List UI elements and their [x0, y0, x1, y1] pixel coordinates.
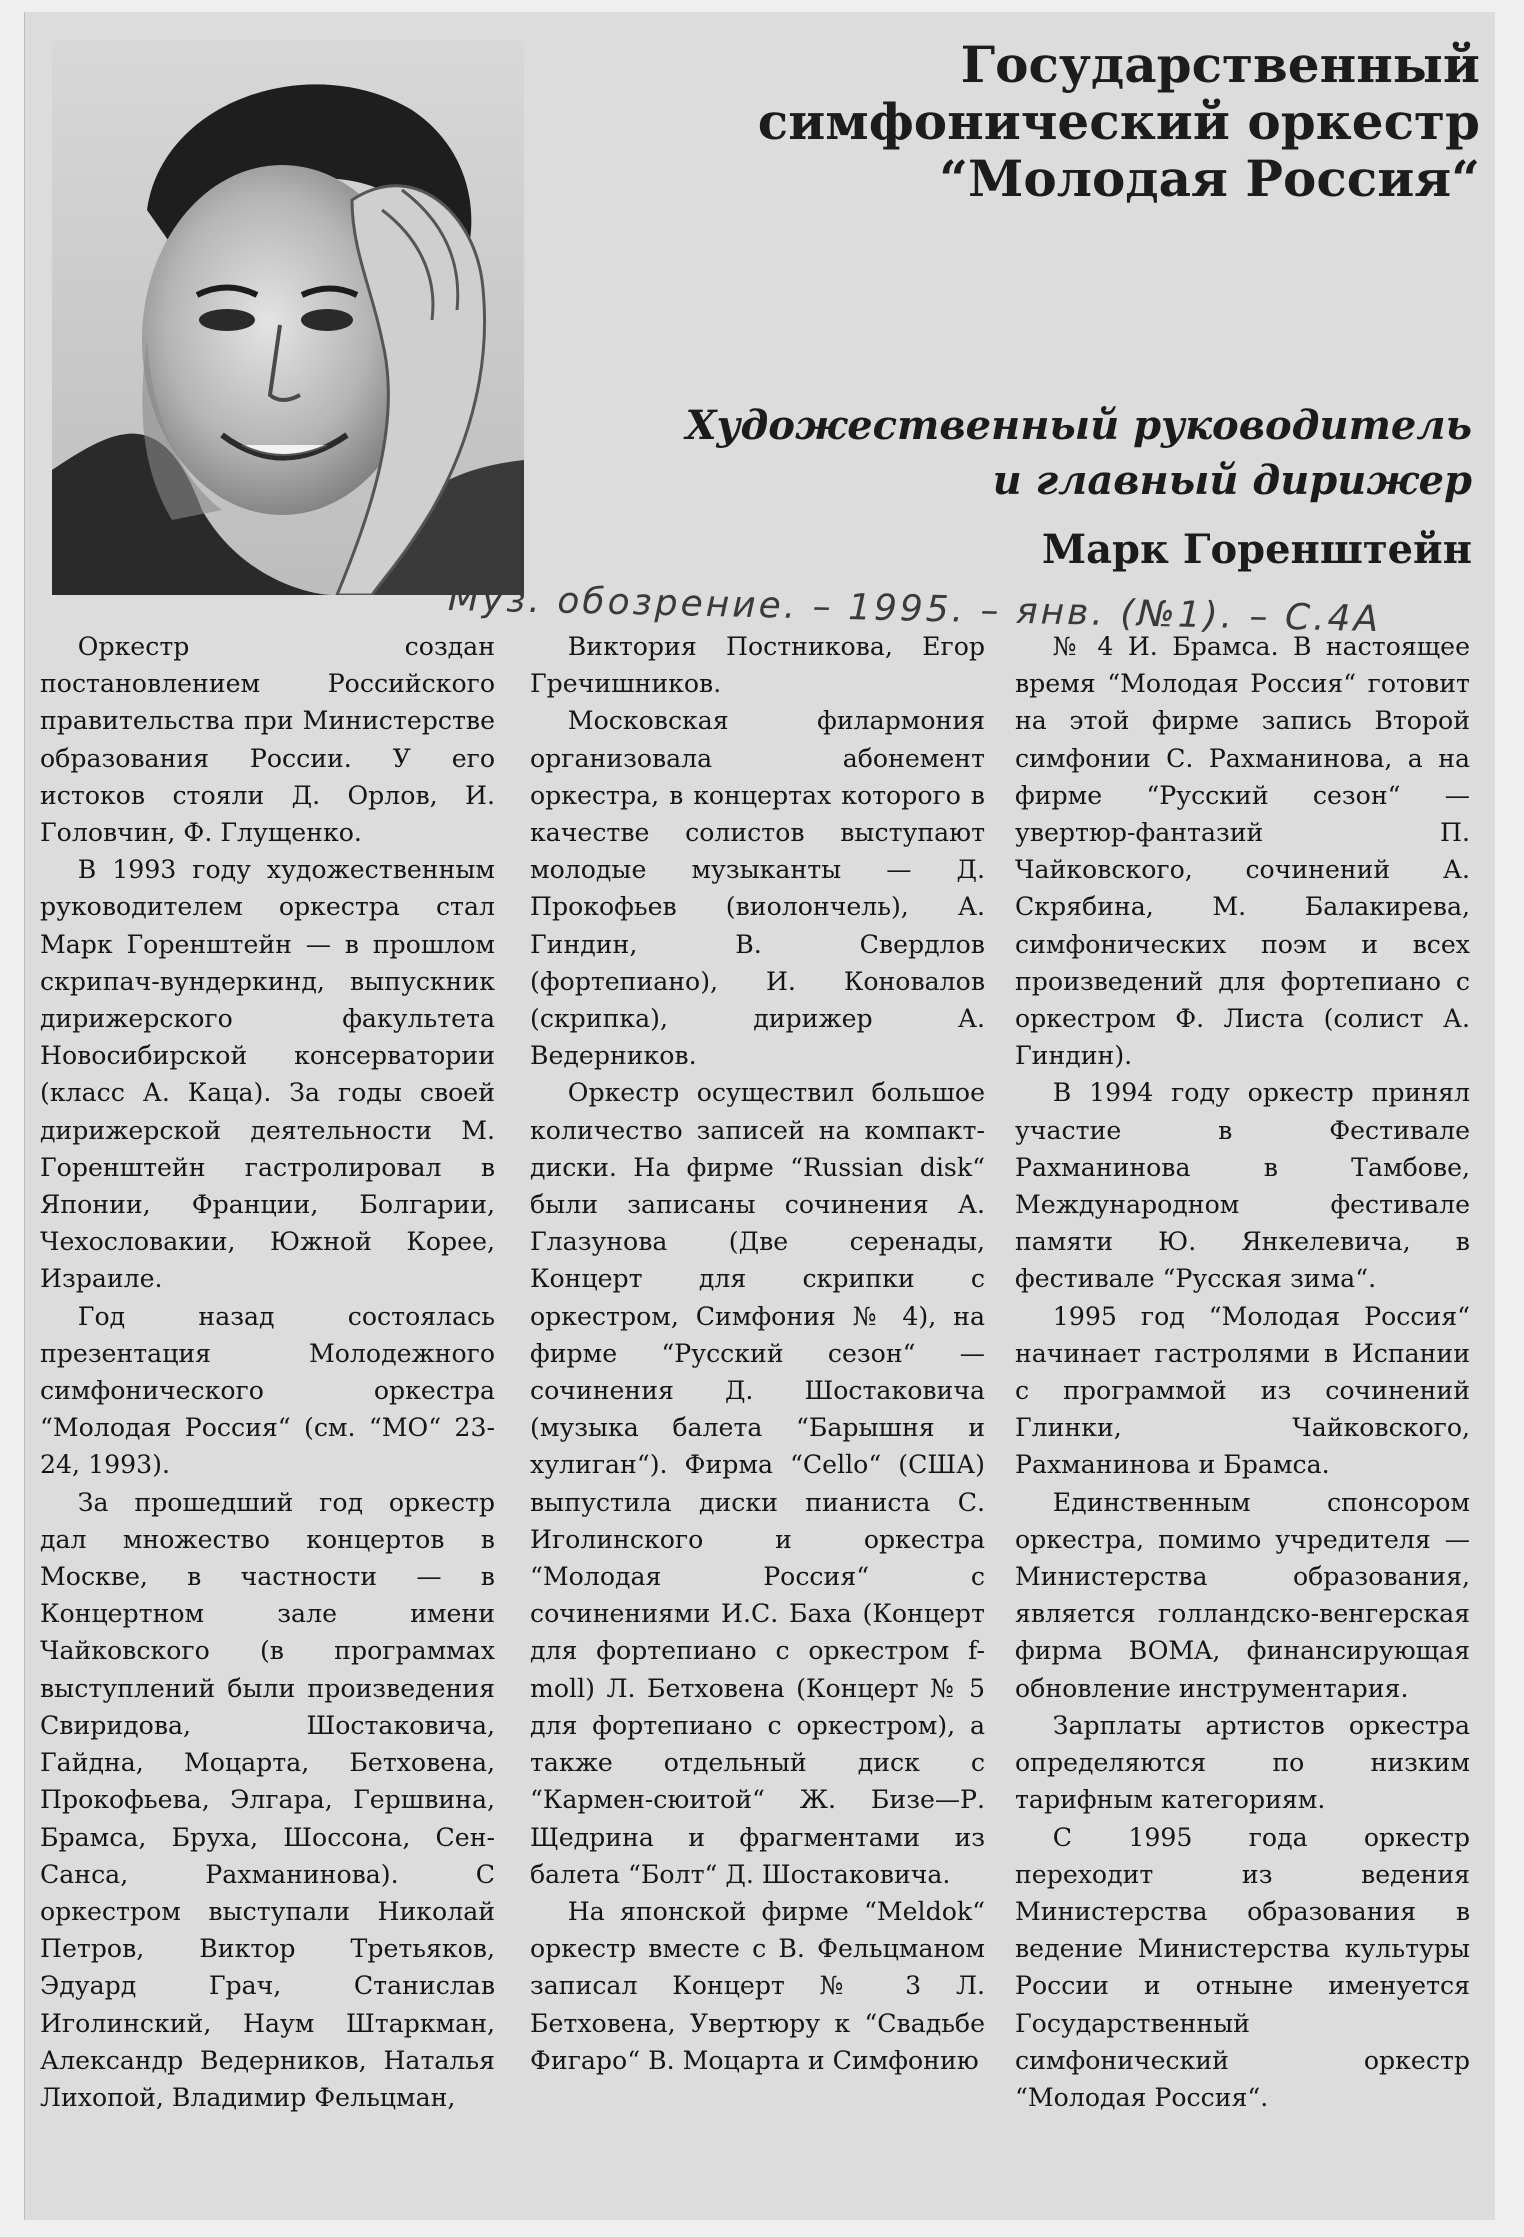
- paragraph: На японской фирме “Meldok“ оркестр вместе с В. Фельцманом записал Концерт № 3 Л. Бетховена, Увертюру к “Свадьбе Фигаро“ В. Моцарта и Симфонию: [530, 1896, 985, 2075]
- subheading-line: и главный дирижер: [992, 457, 1472, 504]
- paragraph: Оркестр создан постановлением Российского правительства при Министерстве образования России. У его истоков стояли Д. Орлов, И. Головчин, Ф. Глущенко.: [40, 632, 495, 848]
- paragraph: Оркестр осуществил большое количество записей на компакт-диски. На фирме “Russian disk“ были записаны сочинения А. Глазунова (Две серенады, Концерт для скрипки с оркестром, Симфония № 4), на фирме “Русский сезон“ — сочинения Д. Шостаковича (музыка балета “Барышня и хулиган“). Фирма “Cello“ (США) выпустила диски пианиста С. Иголинского и оркестра “Молодая Россия“ с сочинениями И.С. Баха (Концерт для фортепиано с оркестром f-moll) Л. Бетховена (Концерт № 5 для фортепиано с оркестром), а также отдельный диск с “Кармен-сюитой“ Ж. Бизе—Р. Щедрина и фрагментами из балета “Болт“ Д. Шостаковича.: [530, 1078, 985, 1889]
- text-column-3: [1015, 628, 1470, 2116]
- conductor-portrait-photo: [52, 40, 524, 595]
- headline-line: “Молодая Россия“: [939, 149, 1480, 208]
- headline-line: симфонический оркестр: [757, 92, 1480, 151]
- paragraph: Московская филармония организовала абонемент оркестра, в концертах которого в качестве солистов выступают молодые музыканты — Д. Прокофьев (виолончель), А. Гиндин, В. Свердлов (фортепиано), И. Коновалов (скрипка), дирижер А. Ведерников.: [530, 706, 985, 1071]
- paragraph: За прошедший год оркестр дал множество концертов в Москве, в частности — в Концертном зале имени Чайковского (в программах выступлений были произведения Свиридова, Шостаковича, Гайдна, Моцарта, Бетховена, Прокофьева, Элгара, Гершвина, Брамса, Бруха, Шоссона, Сен-Санса, Рахманинова). С оркестром выступали Николай Петров, Виктор Третьяков, Эдуард Грач, Станислав Иголинский, Наум Штаркман, Александр Ведерников, Наталья Лихопой, Владимир Фельцман,: [40, 1487, 495, 2112]
- paragraph: 1995 год “Молодая Россия“ начинает гастролями в Испании с программой из сочинений Глинки, Чайковского, Рахманинова и Брамса.: [1015, 1301, 1470, 1480]
- paragraph: С 1995 года оркестр переходит из ведения Министерства образования в ведение Министерства культуры России и отныне именуется Государственный симфонический оркестр “Молодая Россия“.: [1015, 1822, 1470, 2112]
- text-column-2: [530, 628, 985, 2079]
- paragraph: Зарплаты артистов оркестра определяются по низким тарифным категориям.: [1015, 1710, 1470, 1815]
- paragraph: № 4 И. Брамса. В настоящее время “Молодая Россия“ готовит на этой фирме запись Второй симфонии С. Рахманинова, а на фирме “Русский сезон“ — увертюр-фантазий П. Чайковского, сочинений А. Скрябина, М. Балакирева, симфонических поэм и всех произведений для фортепиано с оркестром Ф. Листа (солист А. Гиндин).: [1015, 632, 1470, 1071]
- paragraph: В 1993 году художественным руководителем оркестра стал Марк Горенштейн — в прошлом скрипач-вундеркинд, выпускник дирижерского факультета Новосибирской консерватории (класс А. Каца). За годы своей дирижерской деятельности М. Горенштейн гастролировал в Японии, Франции, Болгарии, Чехословакии, Южной Корее, Израиле.: [40, 855, 495, 1294]
- conductor-name: Марк Горенштейн: [1041, 526, 1472, 573]
- portrait-icon: [52, 40, 524, 595]
- headline-line: Государственный: [960, 35, 1480, 94]
- paragraph: Единственным спонсором оркестра, помимо учредителя — Министерства образования, является голландско-венгерская фирма BOMA, финансирующая обновление инструментария.: [1015, 1487, 1470, 1703]
- subheading-line: Художественный руководитель: [685, 402, 1472, 449]
- handwritten-source-note: Муз. обозрение. – 1995. – янв. (№1). – С.4А: [447, 578, 1382, 641]
- article-subheading: [560, 398, 1472, 508]
- article-headline: [560, 36, 1480, 207]
- paragraph: Виктория Постникова, Егор Гречишников.: [530, 632, 985, 699]
- paragraph: В 1994 году оркестр принял участие в Фестивале Рахманинова в Тамбове, Международном фестивале памяти Ю. Янкелевича, в фестивале “Русская зима“.: [1015, 1078, 1470, 1294]
- paragraph: Год назад состоялась презентация Молодежного симфонического оркестра “Молодая Россия“ (см. “МО“ 23-24, 1993).: [40, 1301, 495, 1480]
- text-column-1: [40, 628, 495, 2116]
